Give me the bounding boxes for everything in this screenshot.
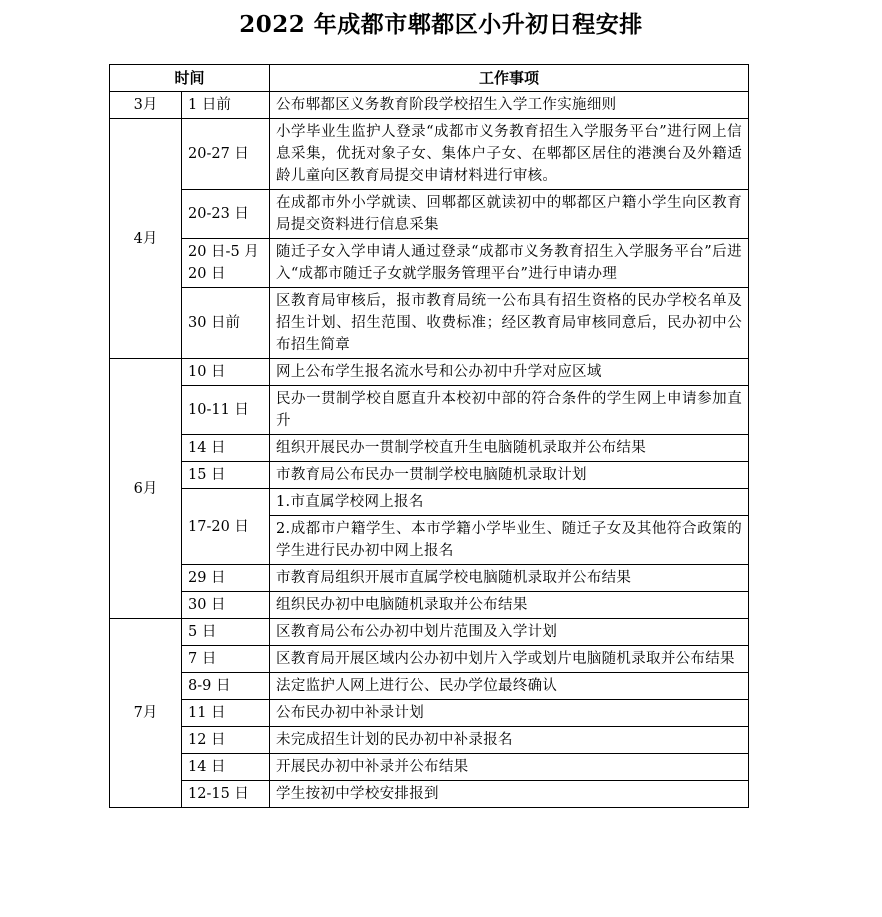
table-row	[110, 489, 749, 516]
month-cell: 4月	[110, 119, 182, 359]
day-cell: 30 日	[182, 592, 270, 619]
task-cell: 市教育局组织开展市直属学校电脑随机录取并公布结果	[270, 565, 749, 592]
task-cell: 公布民办初中补录计划	[270, 700, 749, 727]
header-time: 时间	[110, 65, 270, 92]
table-row	[110, 565, 749, 592]
day-cell: 10 日	[182, 359, 270, 386]
table-row	[110, 92, 749, 119]
day-cell: 10-11 日	[182, 386, 270, 435]
table-row	[110, 190, 749, 239]
table-row	[110, 239, 749, 288]
table-row	[110, 727, 749, 754]
day-cell: 1 日前	[182, 92, 270, 119]
table-row	[110, 592, 749, 619]
task-cell: 学生按初中学校安排报到	[270, 781, 749, 808]
day-cell: 29 日	[182, 565, 270, 592]
table-row	[110, 435, 749, 462]
task-cell: 民办一贯制学校自愿直升本校初中部的符合条件的学生网上申请参加直升	[270, 386, 749, 435]
day-cell: 14 日	[182, 754, 270, 781]
table-row	[110, 462, 749, 489]
table-row	[110, 646, 749, 673]
header-task: 工作事项	[270, 65, 749, 92]
task-cell: 小学毕业生监护人登录“成都市义务教育招生入学服务平台”进行网上信息采集，优抚对象子女、集体户子女、在郫都区居住的港澳台及外籍适龄儿童向区教育局提交申请材料进行审核。	[270, 119, 749, 190]
table-row	[110, 119, 749, 190]
day-cell: 7 日	[182, 646, 270, 673]
task-cell: 网上公布学生报名流水号和公办初中升学对应区域	[270, 359, 749, 386]
day-cell: 5 日	[182, 619, 270, 646]
table-row	[110, 781, 749, 808]
table-row	[110, 700, 749, 727]
month-cell: 7月	[110, 619, 182, 808]
day-cell: 12 日	[182, 727, 270, 754]
task-cell: 区教育局开展区域内公办初中划片入学或划片电脑随机录取并公布结果	[270, 646, 749, 673]
table-row	[110, 673, 749, 700]
day-cell: 17-20 日	[182, 489, 270, 565]
month-cell: 3月	[110, 92, 182, 119]
task-cell: 公布郫都区义务教育阶段学校招生入学工作实施细则	[270, 92, 749, 119]
table-row	[110, 288, 749, 359]
task-cell: 组织民办初中电脑随机录取并公布结果	[270, 592, 749, 619]
schedule-body	[110, 92, 749, 808]
task-cell: 组织开展民办一贯制学校直升生电脑随机录取并公布结果	[270, 435, 749, 462]
page-title: 2022 年成都市郫都区小升初日程安排	[239, 11, 643, 38]
day-cell: 20 日-5 月 20 日	[182, 239, 270, 288]
schedule-table	[109, 64, 749, 808]
task-cell: 1.市直属学校网上报名	[270, 489, 749, 516]
task-cell: 区教育局公布公办初中划片范围及入学计划	[270, 619, 749, 646]
task-cell: 区教育局审核后，报市教育局统一公布具有招生资格的民办学校名单及招生计划、招生范围、收费标准；经区教育局审核同意后，民办初中公布招生简章	[270, 288, 749, 359]
day-cell: 30 日前	[182, 288, 270, 359]
day-cell: 11 日	[182, 700, 270, 727]
task-cell: 市教育局公布民办一贯制学校电脑随机录取计划	[270, 462, 749, 489]
task-cell: 2.成都市户籍学生、本市学籍小学毕业生、随迁子女及其他符合政策的学生进行民办初中网上报名	[270, 516, 749, 565]
task-cell: 法定监护人网上进行公、民办学位最终确认	[270, 673, 749, 700]
table-row	[110, 386, 749, 435]
day-cell: 12-15 日	[182, 781, 270, 808]
task-cell: 开展民办初中补录并公布结果	[270, 754, 749, 781]
table-row	[110, 619, 749, 646]
day-cell: 15 日	[182, 462, 270, 489]
table-row	[110, 359, 749, 386]
day-cell: 8-9 日	[182, 673, 270, 700]
table-row	[110, 754, 749, 781]
table-header-row	[110, 65, 749, 92]
month-cell: 6月	[110, 359, 182, 619]
day-cell: 20-23 日	[182, 190, 270, 239]
day-cell: 14 日	[182, 435, 270, 462]
task-cell: 随迁子女入学申请人通过登录“成都市义务教育招生入学服务平台”后进入“成都市随迁子女就学服务管理平台”进行申请办理	[270, 239, 749, 288]
task-cell: 在成都市外小学就读、回郫都区就读初中的郫都区户籍小学生向区教育局提交资料进行信息采集	[270, 190, 749, 239]
task-cell: 未完成招生计划的民办初中补录报名	[270, 727, 749, 754]
day-cell: 20-27 日	[182, 119, 270, 190]
